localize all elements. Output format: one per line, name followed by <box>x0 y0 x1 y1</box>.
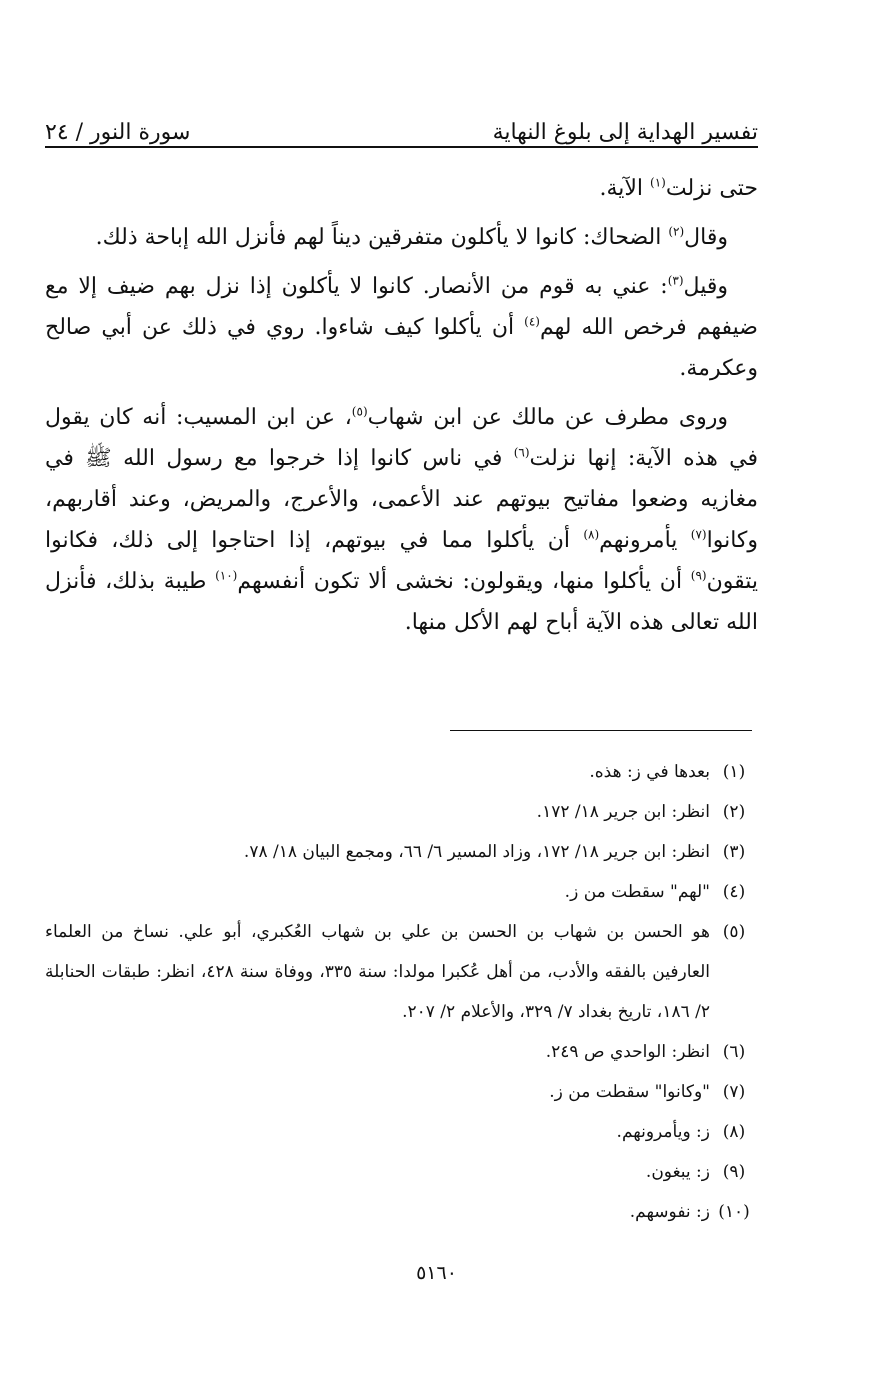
footnote-item <box>45 832 758 872</box>
footnote-ref: (٦) <box>513 445 530 460</box>
footnote-text: ز: يبغون. <box>645 1162 710 1182</box>
footnote-item <box>45 1152 758 1192</box>
main-text <box>45 168 758 651</box>
footnote-text: "وكانوا" سقطت من ز. <box>549 1082 710 1102</box>
footnote-text: بعدها في ز: هذه. <box>589 762 710 782</box>
header-rule <box>45 146 758 148</box>
paragraph-1: حتى نزلت$^{(١)}$ الآية. <box>599 175 758 201</box>
paragraph-4: وروى مطرف عن مالك عن ابن شهاب$^{(٥)}$، عن ابن المسيب: أنه كان يقول في هذه الآية: إنها نزلت$^{(٦)}$ في ناس كانوا إذا خرجوا مع رسول الله ﷺ في مغازيه وضعوا مفاتيح بيوتهم عند الأعمى، والأعرج، والمريض، وعند أقاربهم، وكانوا$^{(٧)}$ يأمرونهم$^{(٨)}$ أن يأكلوا مما في بيوتهم، إذا احتاجوا إلى ذلك، فكانوا يتقون$^{(٩)}$ أن يأكلوا منها، ويقولون: نخشى ألا تكون أنفسهم$^{(١٠)}$ طيبة بذلك، فأنزل الله تعالى هذه الآية أباح لهم الأكل منها. <box>45 404 759 635</box>
footnote-number: (٧) <box>722 1082 746 1102</box>
footnote-text: ز: نفوسهم. <box>629 1202 710 1222</box>
footnote-text: ز: ويأمرونهم. <box>616 1122 710 1142</box>
running-header <box>45 104 758 144</box>
footnote-ref: (٥) <box>351 404 368 419</box>
footnote-item <box>45 1192 758 1232</box>
footnote-item <box>45 1112 758 1152</box>
footnote-number: (٨) <box>722 1122 746 1142</box>
footnote-item <box>45 792 758 832</box>
footnote-number: (٥) <box>722 922 746 942</box>
footnote-ref: (٤) <box>524 314 540 329</box>
footnote-item <box>45 1032 758 1072</box>
footnote-number: (٢) <box>722 802 746 822</box>
footnote-ref: (١) <box>650 175 666 190</box>
footnotes <box>45 752 758 1232</box>
paragraph-3: وقيل$^{(٣)}$: عني به قوم من الأنصار. كانوا لا يأكلون إذا نزل بهم ضيف إلا مع ضيفهم فرخص الله لهم$^{(٤)}$ أن يأكلوا كيف شاءوا. روي في ذلك عن أبي صالح وعكرمة. <box>45 273 758 381</box>
footnote-ref: (٨) <box>583 527 600 542</box>
footnote-number: (٦) <box>722 1042 746 1062</box>
paragraph-2: وقال$^{(٢)}$ الضحاك: كانوا لا يأكلون متفرقين ديناً لهم فأنزل الله إباحة ذلك. <box>95 224 728 250</box>
footnote-item <box>45 872 758 912</box>
footnote-text: هو الحسن بن شهاب بن الحسن بن علي بن شهاب العُكبري، أبو علي. نساخ من العلماء العارفين بالفقه والأدب، من أهل عُكبرا مولدا: سنة ٣٣٥، ووفاة سنة ٤٢٨، انظر: طبقات الحنابلة ٢/ ١٨٦، تاريخ بغداد ٧/ ٣٢٩، والأعلام ٢/ ٢٠٧. <box>45 922 710 1022</box>
footnote-item <box>45 752 758 792</box>
footnote-number: (٣) <box>722 842 746 862</box>
footnote-number: (١٠) <box>718 1202 750 1222</box>
footnote-text: انظر: ابن جرير ١٨/ ١٧٢، وزاد المسير ٦/ ٦٦، ومجمع البيان ١٨/ ٧٨. <box>243 842 710 862</box>
footnote-ref: (٣) <box>667 273 684 288</box>
footnote-number: (٩) <box>722 1162 746 1182</box>
footnote-number: (٤) <box>722 882 746 902</box>
surah-page-label: سورة النور / ٢٤ <box>45 120 191 145</box>
footnote-ref: (٢) <box>668 224 685 239</box>
footnote-number: (١) <box>722 762 746 782</box>
footnote-ref: (٩) <box>690 568 707 583</box>
book-title: تفسير الهداية إلى بلوغ النهاية <box>492 120 758 145</box>
footnote-ref: (٧) <box>690 527 707 542</box>
footnote-item <box>45 1072 758 1112</box>
footnote-separator <box>450 730 752 731</box>
footnote-ref: (١٠) <box>215 568 238 583</box>
footnote-text: انظر: ابن جرير ١٨/ ١٧٢. <box>536 802 710 822</box>
page-number: ٥١٦٠ <box>416 1262 457 1284</box>
footnote-text: "لهم" سقطت من ز. <box>564 882 710 902</box>
footnote-item <box>45 912 758 1032</box>
footnote-text: انظر: الواحدي ص ٢٤٩. <box>545 1042 710 1062</box>
